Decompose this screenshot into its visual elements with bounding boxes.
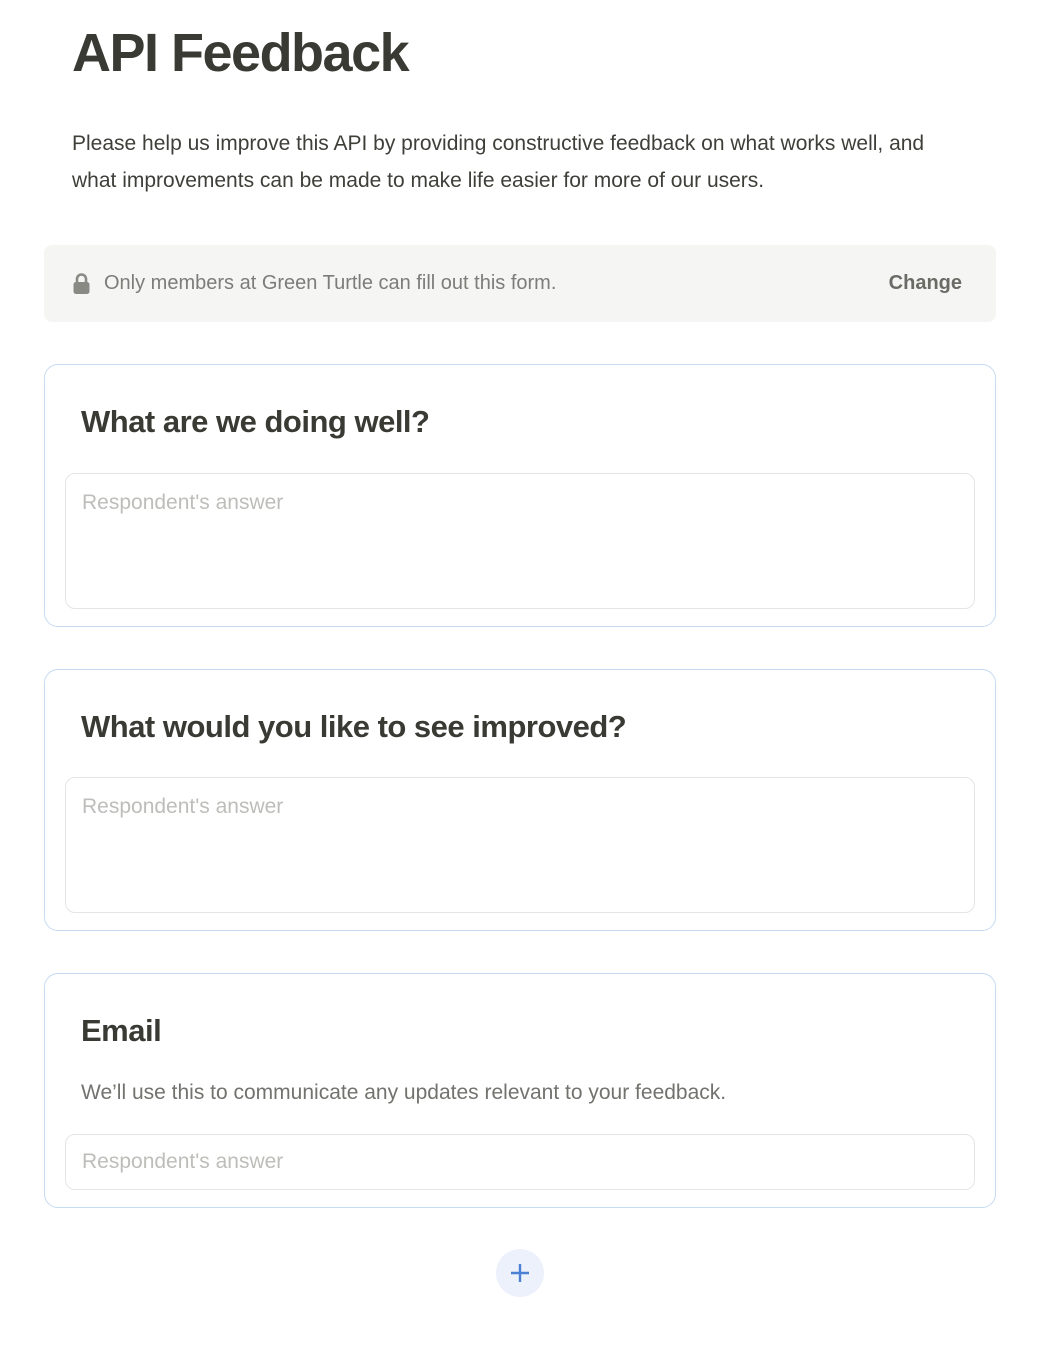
question-title: What are we doing well?	[81, 404, 430, 440]
answer-textarea[interactable]	[65, 777, 975, 913]
page-title: API Feedback	[72, 23, 409, 83]
answer-input[interactable]	[65, 1134, 975, 1190]
question-description: We’ll use this to communicate any updates relevant to your feedback.	[81, 1080, 727, 1104]
change-access-button[interactable]: Change	[888, 272, 962, 295]
add-block-area	[44, 1249, 996, 1297]
question-title: Email	[81, 1012, 162, 1048]
question-title: What would you like to see improved?	[81, 708, 627, 744]
access-notice-text: Only members at Green Turtle can fill out this form.	[104, 272, 557, 295]
answer-textarea[interactable]	[65, 473, 975, 609]
plus-icon	[508, 1261, 532, 1285]
add-block-button[interactable]	[496, 1249, 544, 1297]
question-card-email[interactable]	[44, 973, 996, 1208]
question-card-improved[interactable]	[44, 669, 996, 931]
lock-icon	[71, 272, 92, 296]
question-card-doing-well[interactable]	[44, 364, 996, 626]
access-notice	[44, 245, 996, 322]
page-description: Please help us improve this API by providing constructive feedback on what works well, and what improvements can be made to make life easier for more of our users.	[72, 132, 925, 193]
